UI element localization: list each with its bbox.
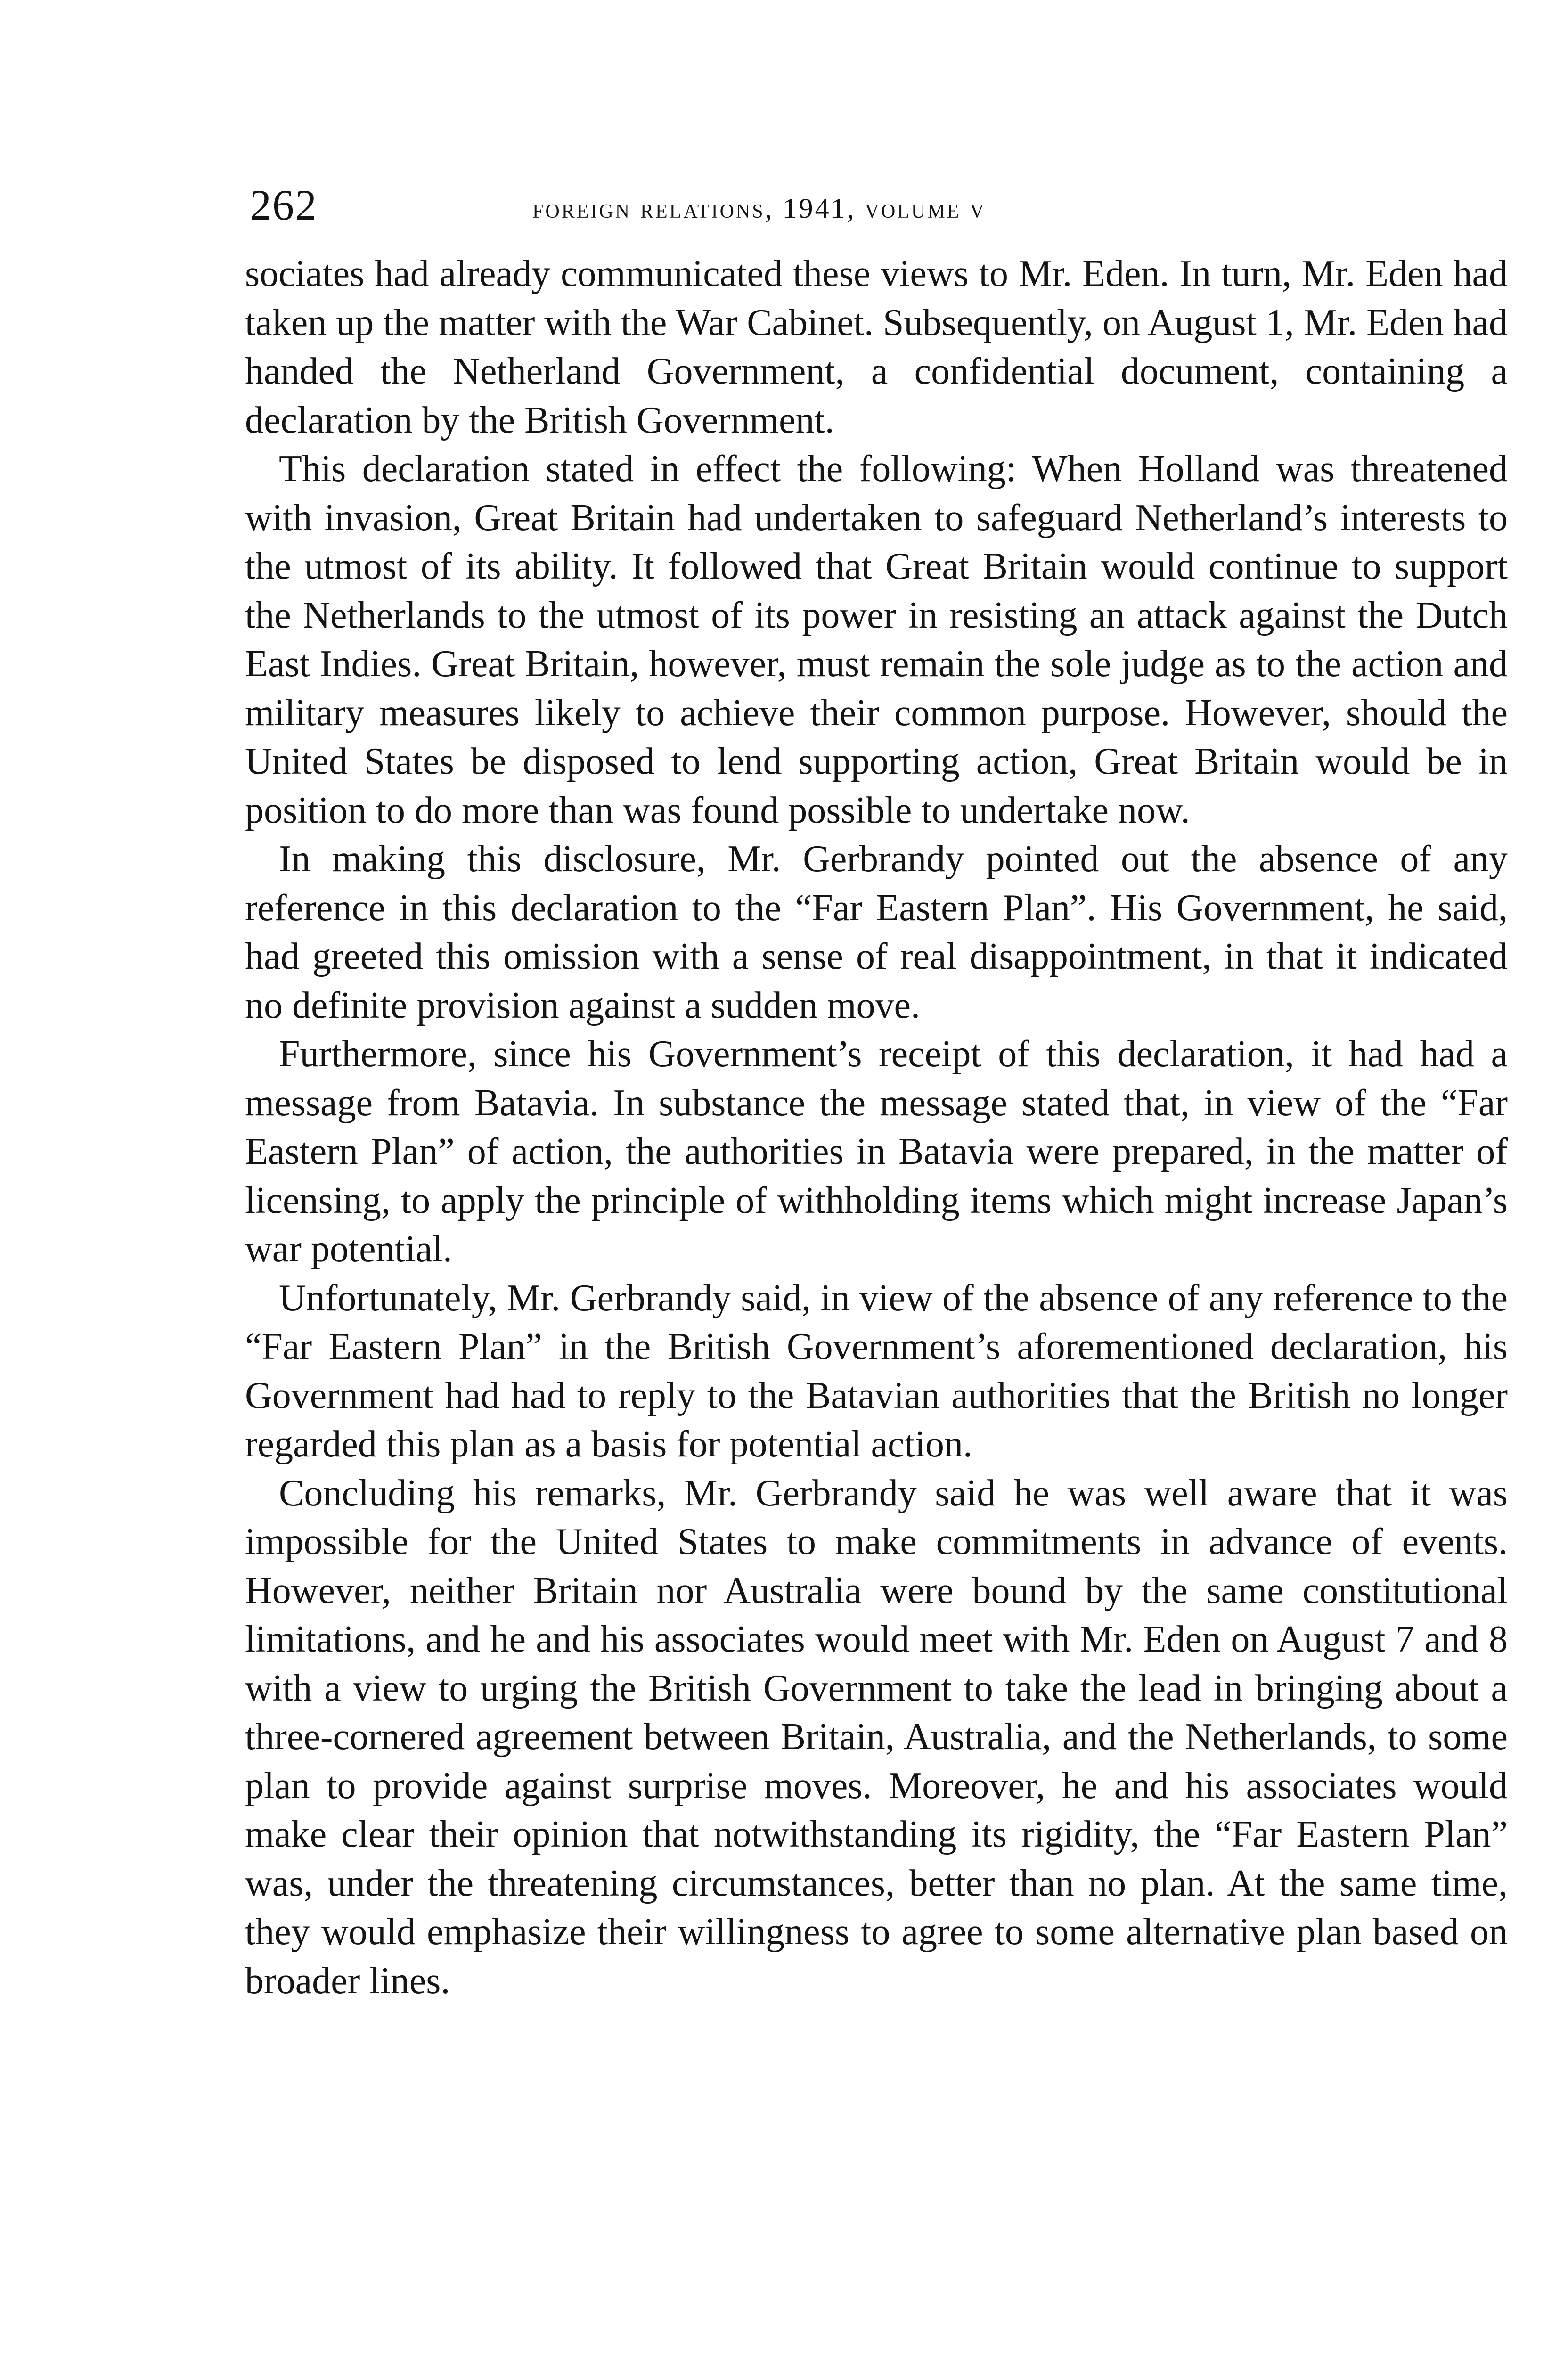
document-page <box>245 179 1508 2005</box>
paragraph-continued: sociates had already communicated these views to Mr. Eden. In turn, Mr. Eden had taken up the matter with the War Cabinet. Subsequently, on August 1, Mr. Eden had handed the Netherland Government, a confidential document, containing a declaration by the British Government. <box>245 253 1508 441</box>
running-head <box>245 179 1508 236</box>
paragraph-disclosure: In making this disclosure, Mr. Gerbrandy pointed out the absence of any reference in this declaration to the “Far Eastern Plan”. His Government, he said, had greeted this omission with a sense of real disappointment, in that it indicated no definite provision against a sudden move. <box>245 838 1508 1026</box>
paragraph-conclusion: Concluding his remarks, Mr. Gerbrandy said he was well aware that it was impossible for the United States to make commitments in advance of events. However, neither Britain nor Australia were bound by the same constitutional limitations, and he and his associates would meet with Mr. Eden on August 7 and 8 with a view to urging the British Government to take the lead in bringing about a three-cornered agreement between Britain, Australia, and the Netherlands, to some plan to provide against surprise moves. Moreover, he and his associates would make clear their opinion that notwithstanding its rigidity, the “Far Eastern Plan” was, under the threatening circumstances, better than no plan. At the same time, they would emphasize their willingness to agree to some alternative plan based on broader lines. <box>245 1472 1508 2002</box>
paragraph-batavia-message: Furthermore, since his Government’s receipt of this declaration, it had had a message from Batavia. In substance the message stated that, in view of the “Far Eastern Plan” of action, the authorities in Batavia were prepared, in the matter of licensing, to apply the principle of withholding items which might increase Japan’s war potential. <box>245 1033 1508 1270</box>
body-text <box>245 250 1508 2005</box>
page-number: 262 <box>250 181 318 229</box>
paragraph-reply: Unfortunately, Mr. Gerbrandy said, in view of the absence of any reference to the “Far Eastern Plan” in the British Government’s aforementioned declaration, his Government had had to reply to the Batavian authorities that the British no longer regarded this plan as a basis for potential action. <box>245 1277 1508 1465</box>
paragraph-declaration: This declaration stated in effect the following: When Holland was threatened with invasion, Great Britain had undertaken to safeguard Netherland’s interests to the utmost of its ability. It followed that Great Britain would continue to support the Netherlands to the utmost of its power in resisting an attack against the Dutch East Indies. Great Britain, however, must remain the sole judge as to the action and military measures likely to achieve their common purpose. However, should the United States be disposed to lend supporting action, Great Britain would be in position to do more than was found possible to undertake now. <box>245 448 1508 831</box>
running-head-title: foreign relations, 1941, volume v <box>532 193 986 224</box>
